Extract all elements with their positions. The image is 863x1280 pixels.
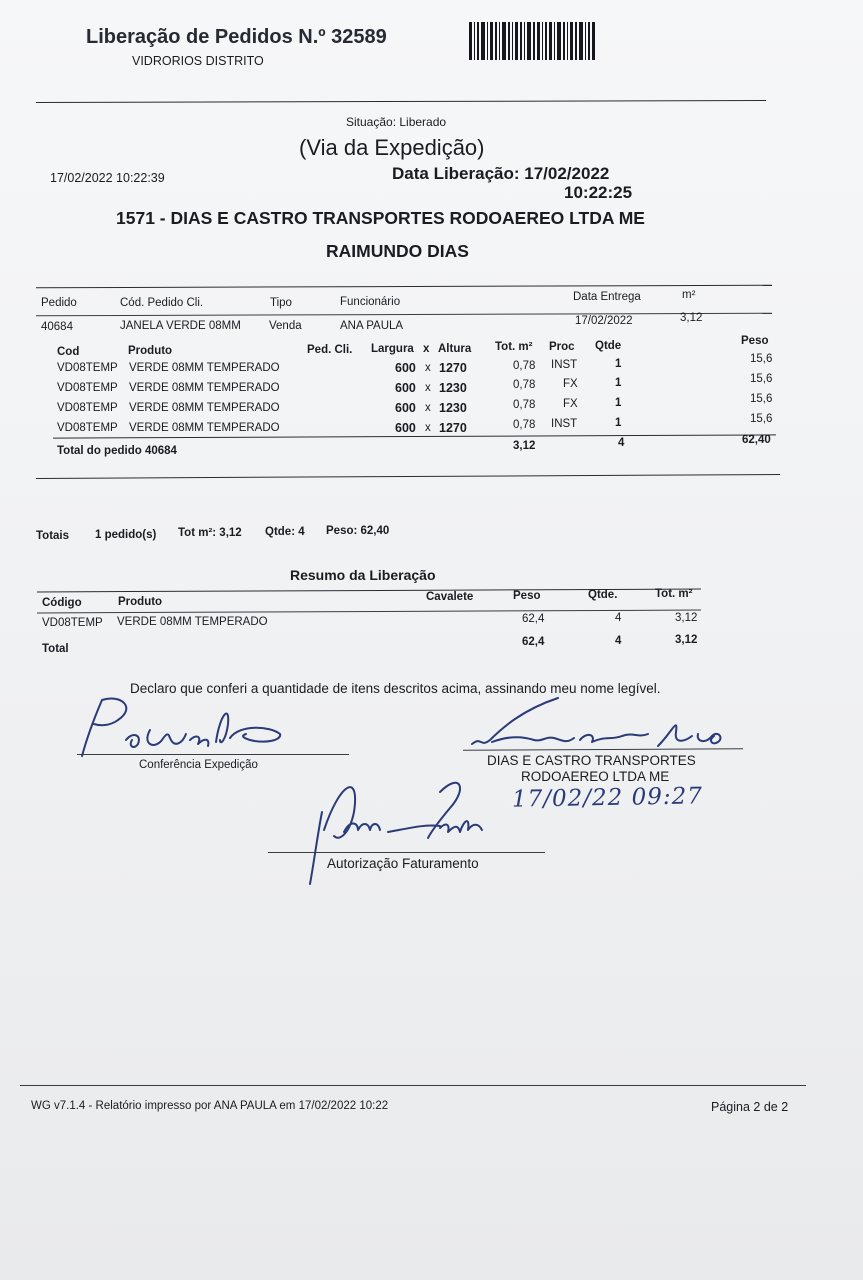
item-largura: 600 [395,381,416,395]
summary-tot-m2: 3,12 [675,612,698,624]
summary-qtde: 4 [615,612,622,624]
footer-info: WG v7.1.4 - Relatório impresso por ANA PAULA em 17/02/2022 10:22 [31,1100,389,1112]
col-funcionario: Funcionário [340,296,401,308]
summary-col-codigo: Código [42,597,82,609]
items-col-qtde: Qtde [595,340,622,352]
summary-title: Resumo da Liberação [290,567,436,583]
order-total-peso: 62,40 [742,434,771,446]
order-m2: 3,12 [680,312,703,324]
col-data-entrega: Data Entrega [573,291,641,303]
items-col-altura: Altura [438,343,472,355]
summary-total-qtde: 4 [615,635,622,647]
footer-divider [20,1085,806,1086]
client-signature-label-1: DIAS E CASTRO TRANSPORTES [487,753,696,768]
items-col-cod: Cod [57,346,80,358]
item-altura: 1270 [439,421,467,435]
items-col-peso: Peso [741,335,769,347]
item-produto: VERDE 08MM TEMPERADO [129,422,280,434]
item-tot-m2: 0,78 [513,360,536,372]
order-total-qtde: 4 [618,437,625,449]
company-name: VIDRORIOS DISTRITO [132,54,264,68]
summary-codigo: VD08TEMP [42,617,103,629]
order-header-divider [36,313,772,317]
signature-autorizacao [300,772,490,890]
totals-label: Totais [36,530,70,542]
item-altura: 1270 [439,361,467,375]
summary-total-tot-m2: 3,12 [675,634,698,646]
summary-header-divider [37,610,701,614]
item-altura: 1230 [439,401,467,415]
items-col-produto: Produto [128,345,173,357]
summary-peso: 62,4 [522,613,545,625]
autorizacao-label: Autorização Faturamento [327,856,479,871]
release-time: 10:22:25 [564,183,633,202]
declaration-text: Declaro que conferi a quantidade de itens descritos acima, assinando meu nome legível. [130,681,661,696]
copy-type: (Via da Expedição) [299,135,485,160]
item-produto: VERDE 08MM TEMPERADO [129,402,280,414]
print-datetime: 17/02/2022 10:22:39 [50,171,165,185]
items-col-tot-m2: Tot. m² [495,341,533,353]
item-proc: FX [563,398,578,410]
item-x: x [425,362,431,374]
order-tipo: Venda [269,320,302,332]
order-total-label: Total do pedido 40684 [57,445,177,457]
summary-col-peso: Peso [513,590,541,602]
col-pedido: Pedido [41,297,77,309]
item-peso: 15,6 [750,373,773,385]
client-contact: RAIMUNDO DIAS [326,241,469,261]
signature-client [462,692,752,756]
totals-pedidos: 1 pedido(s) [95,529,157,541]
order-top-divider [36,285,772,289]
client-name: 1571 - DIAS E CASTRO TRANSPORTES RODOAEREO LTDA ME [116,208,645,228]
item-cod: VD08TEMP [57,362,118,374]
conferencia-label: Conferência Expedição [139,759,258,771]
order-data-entrega: 17/02/2022 [575,315,633,327]
summary-total-peso: 62,4 [522,636,545,648]
item-cod: VD08TEMP [57,382,118,394]
summary-total-label: Total [42,643,69,655]
item-largura: 600 [395,421,416,435]
order-total-m2: 3,12 [513,440,536,452]
release-date: Data Liberação: 17/02/2022 [392,164,610,183]
order-bottom-divider [36,474,780,479]
item-peso: 15,6 [750,393,773,405]
header-divider [36,100,766,103]
totals-tot-m2: Tot m²: 3,12 [178,527,242,539]
item-proc: INST [551,359,578,371]
item-qtde: 1 [615,397,622,409]
document-title: Liberação de Pedidos N.º 32589 [86,26,387,48]
order-pedido: 40684 [41,321,73,333]
item-tot-m2: 0,78 [513,419,536,431]
totals-peso: Peso: 62,40 [326,525,390,537]
item-produto: VERDE 08MM TEMPERADO [129,382,280,394]
page-number: Página 2 de 2 [711,1100,789,1114]
item-proc: INST [551,418,578,430]
handwritten-datetime: 17/02/22 09:27 [511,783,704,813]
item-tot-m2: 0,78 [513,379,536,391]
item-cod: VD08TEMP [57,402,118,414]
summary-col-qtde: Qtde. [588,589,618,601]
signature-line-conferencia [77,754,349,755]
items-col-proc: Proc [549,341,575,353]
summary-col-cavalete: Cavalete [426,591,474,603]
items-total-divider [53,434,776,438]
col-cod-pedido-cli: Cód. Pedido Cli. [120,297,204,309]
item-largura: 600 [395,361,416,375]
barcode-icon [469,22,596,60]
item-largura: 600 [395,401,416,415]
signature-line-autorizacao [268,852,545,853]
item-peso: 15,6 [750,353,773,365]
status-label: Situação: Liberado [346,115,447,129]
col-m2: m² [682,289,696,301]
totals-qtde: Qtde: 4 [265,526,305,538]
item-altura: 1230 [439,381,467,395]
client-signature-label-2: RODOAEREO LTDA ME [521,769,670,784]
summary-produto: VERDE 08MM TEMPERADO [117,616,268,628]
order-cod-pedido-cli: JANELA VERDE 08MM [120,320,241,332]
item-tot-m2: 0,78 [513,399,536,411]
item-peso: 15,6 [750,413,773,425]
items-col-ped-cli: Ped. Cli. [307,344,353,356]
item-x: x [425,382,431,394]
summary-col-tot-m2: Tot. m² [655,588,693,600]
item-cod: VD08TEMP [57,422,118,434]
item-x: x [425,402,431,414]
col-tipo: Tipo [270,297,292,309]
item-produto: VERDE 08MM TEMPERADO [129,362,280,374]
summary-col-produto: Produto [118,596,163,608]
items-col-largura: Largura [371,343,414,355]
item-qtde: 1 [615,377,622,389]
item-qtde: 1 [615,358,622,370]
item-x: x [425,422,431,434]
item-qtde: 1 [615,417,622,429]
order-funcionario: ANA PAULA [340,320,404,332]
item-proc: FX [563,378,578,390]
items-col-x: x [423,343,430,355]
